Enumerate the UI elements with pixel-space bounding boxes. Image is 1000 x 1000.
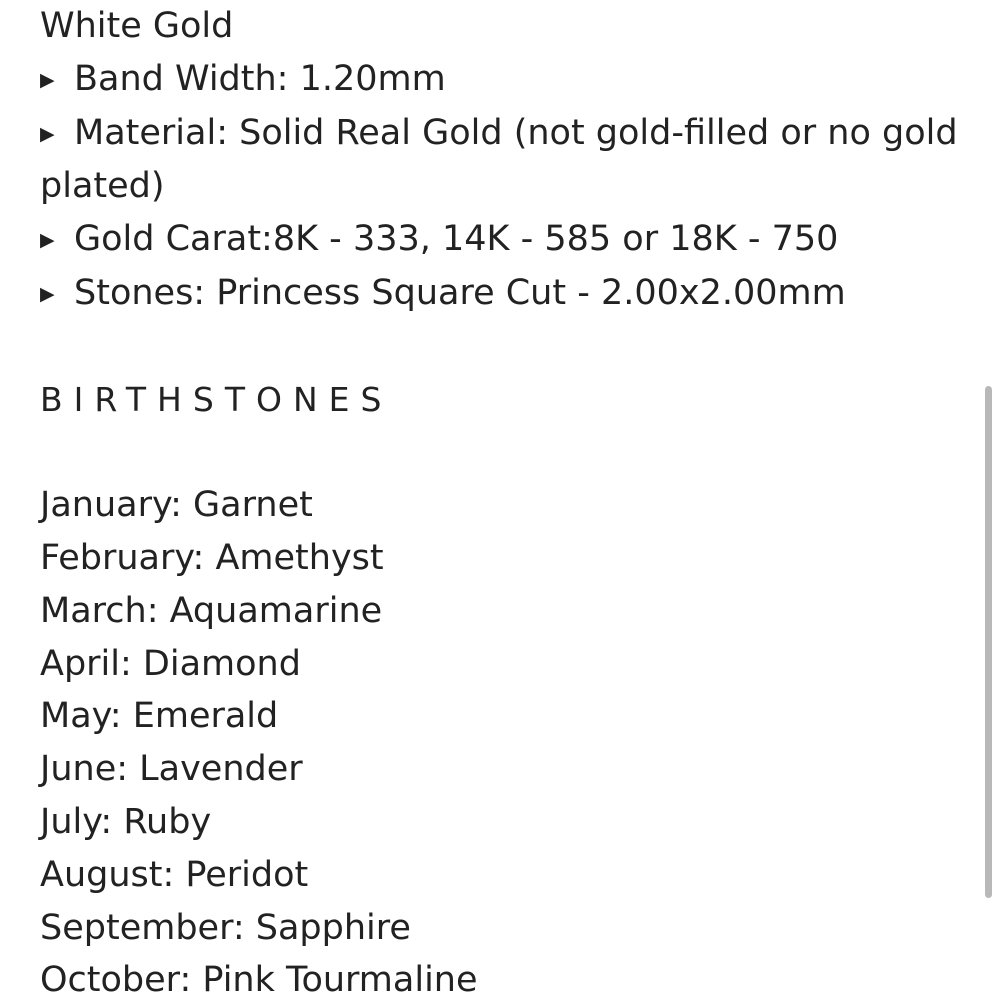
birthstone-item: October: Pink Tourmaline: [40, 960, 478, 1000]
birthstone-item: July: Ruby: [40, 801, 212, 842]
birthstone-item: April: Diamond: [40, 643, 301, 684]
spec-bullet-gold-carat: [40, 213, 970, 267]
spec-text: Band Width: 1.20mm: [74, 58, 446, 99]
birthstones-heading: BIRTHSTONES: [40, 379, 393, 419]
spec-text: Material: Solid Real Gold (not gold-filled or no gold plated): [40, 112, 958, 207]
birthstone-item: January: Garnet: [40, 485, 313, 526]
birthstone-item: May: Emerald: [40, 696, 279, 737]
birthstone-item: March: Aquamarine: [40, 590, 383, 631]
product-description: [40, 0, 970, 1000]
right-triangle-bullet-icon: ▶: [40, 229, 55, 252]
birthstone-item: September: Sapphire: [40, 907, 411, 948]
vertical-scrollbar[interactable]: [985, 386, 992, 898]
right-triangle-bullet-icon: ▶: [40, 282, 55, 305]
spec-bullet-stones: [40, 267, 970, 321]
spec-text: Stones: Princess Square Cut - 2.00x2.00mm: [74, 272, 846, 313]
right-triangle-bullet-icon: ▶: [40, 122, 55, 145]
spacer: [40, 321, 970, 374]
birthstone-item: June: Lavender: [40, 749, 303, 790]
birthstone-item: February: Amethyst: [40, 537, 384, 578]
metal-color-line: White Gold: [40, 6, 234, 46]
spec-text: Gold Carat:8K - 333, 14K - 585 or 18K - 750: [74, 219, 839, 260]
spec-bullet-material: [40, 107, 970, 214]
birthstone-item: August: Peridot: [40, 854, 309, 895]
spec-bullet-band-width: [40, 53, 970, 107]
right-triangle-bullet-icon: ▶: [40, 68, 55, 91]
birthstone-list: [40, 479, 970, 1000]
spacer: [40, 426, 970, 479]
